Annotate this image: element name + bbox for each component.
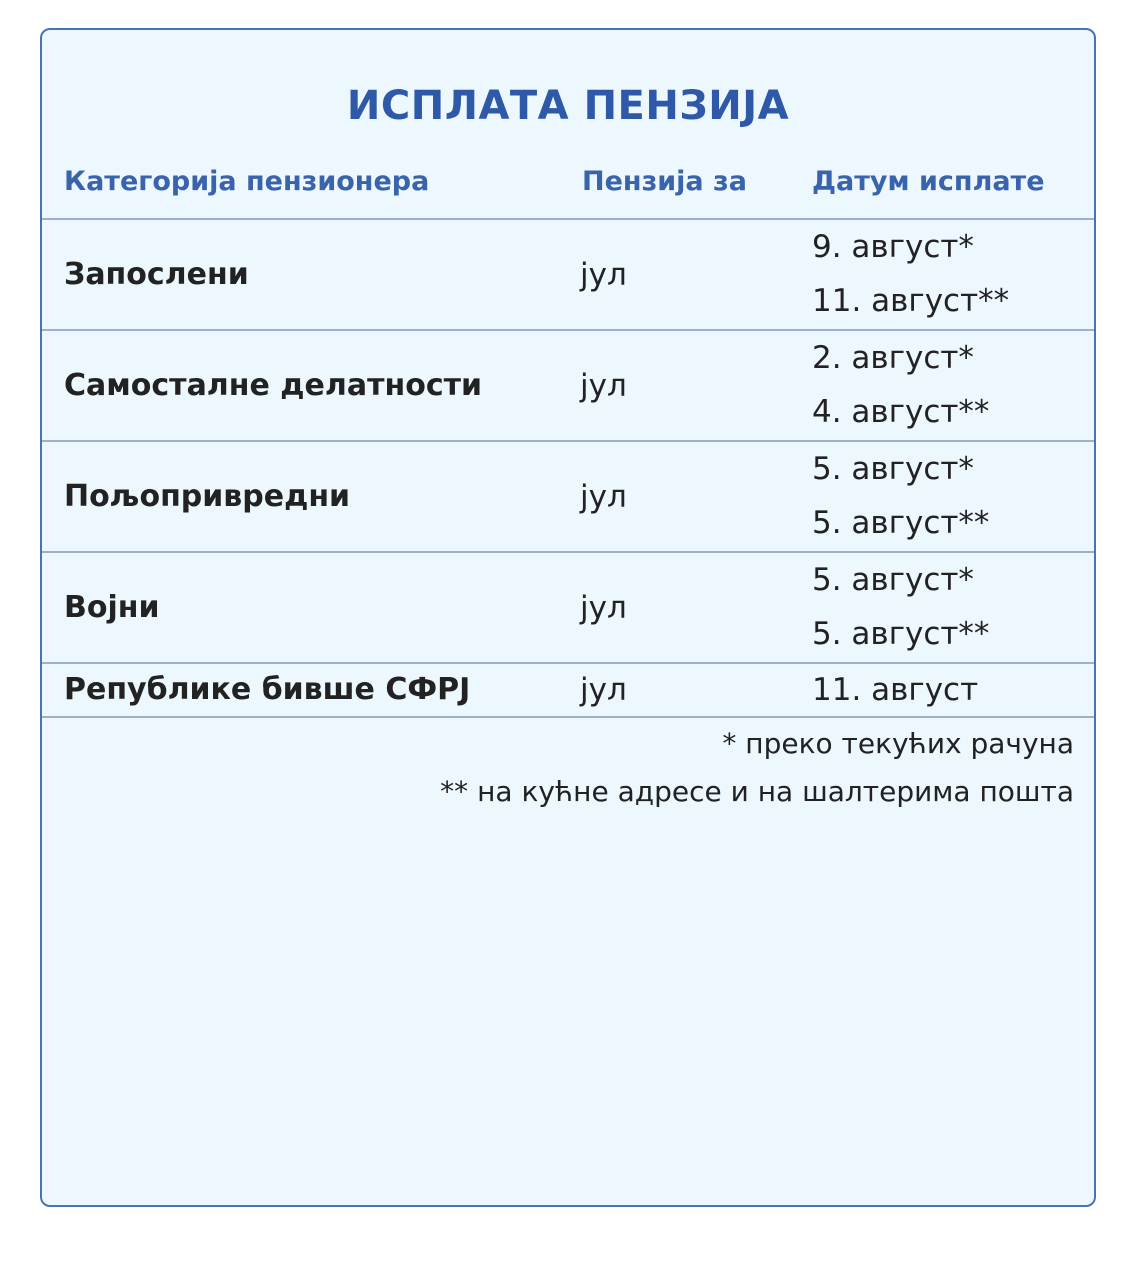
table-row	[42, 440, 1094, 551]
row-date-account: 2. август*	[812, 340, 974, 376]
footnote-double-star: ** на кућне адресе и на шалтерима пошта	[440, 775, 1074, 808]
row-category: Републике бивше СФРЈ	[64, 672, 471, 707]
table-title: ИСПЛАТА ПЕНЗИЈА	[346, 83, 790, 129]
footnote-single-star: * преко текућих рачуна	[722, 727, 1074, 760]
table-row	[42, 662, 1094, 718]
row-date-account: 5. август*	[812, 562, 974, 598]
row-date-home: 5. август**	[812, 505, 990, 541]
row-date-home: 5. август**	[812, 616, 990, 652]
row-category: Војни	[64, 590, 160, 625]
row-category: Самосталне делатности	[64, 368, 483, 403]
row-date-account: 9. август*	[812, 229, 974, 265]
row-category: Запослени	[64, 257, 249, 292]
row-date: 11. август	[812, 672, 979, 708]
row-pension-for: јул	[580, 368, 627, 404]
row-category: Пољопривредни	[64, 479, 351, 514]
row-pension-for: јул	[580, 479, 627, 515]
header-category: Категорија пензионера	[64, 166, 430, 197]
row-date-home: 11. август**	[812, 283, 1010, 319]
header-payment-date: Датум исплате	[812, 166, 1045, 197]
row-date-account: 5. август*	[812, 451, 974, 487]
row-pension-for: јул	[580, 590, 627, 626]
footnotes	[440, 720, 1074, 816]
table-row	[42, 551, 1094, 662]
table-row	[42, 218, 1094, 329]
row-date-home: 4. август**	[812, 394, 990, 430]
header-pension-for: Пензија за	[582, 166, 747, 197]
pension-payment-card	[40, 28, 1096, 1207]
table-row	[42, 329, 1094, 440]
row-pension-for: јул	[580, 257, 627, 293]
row-pension-for: јул	[580, 672, 627, 708]
